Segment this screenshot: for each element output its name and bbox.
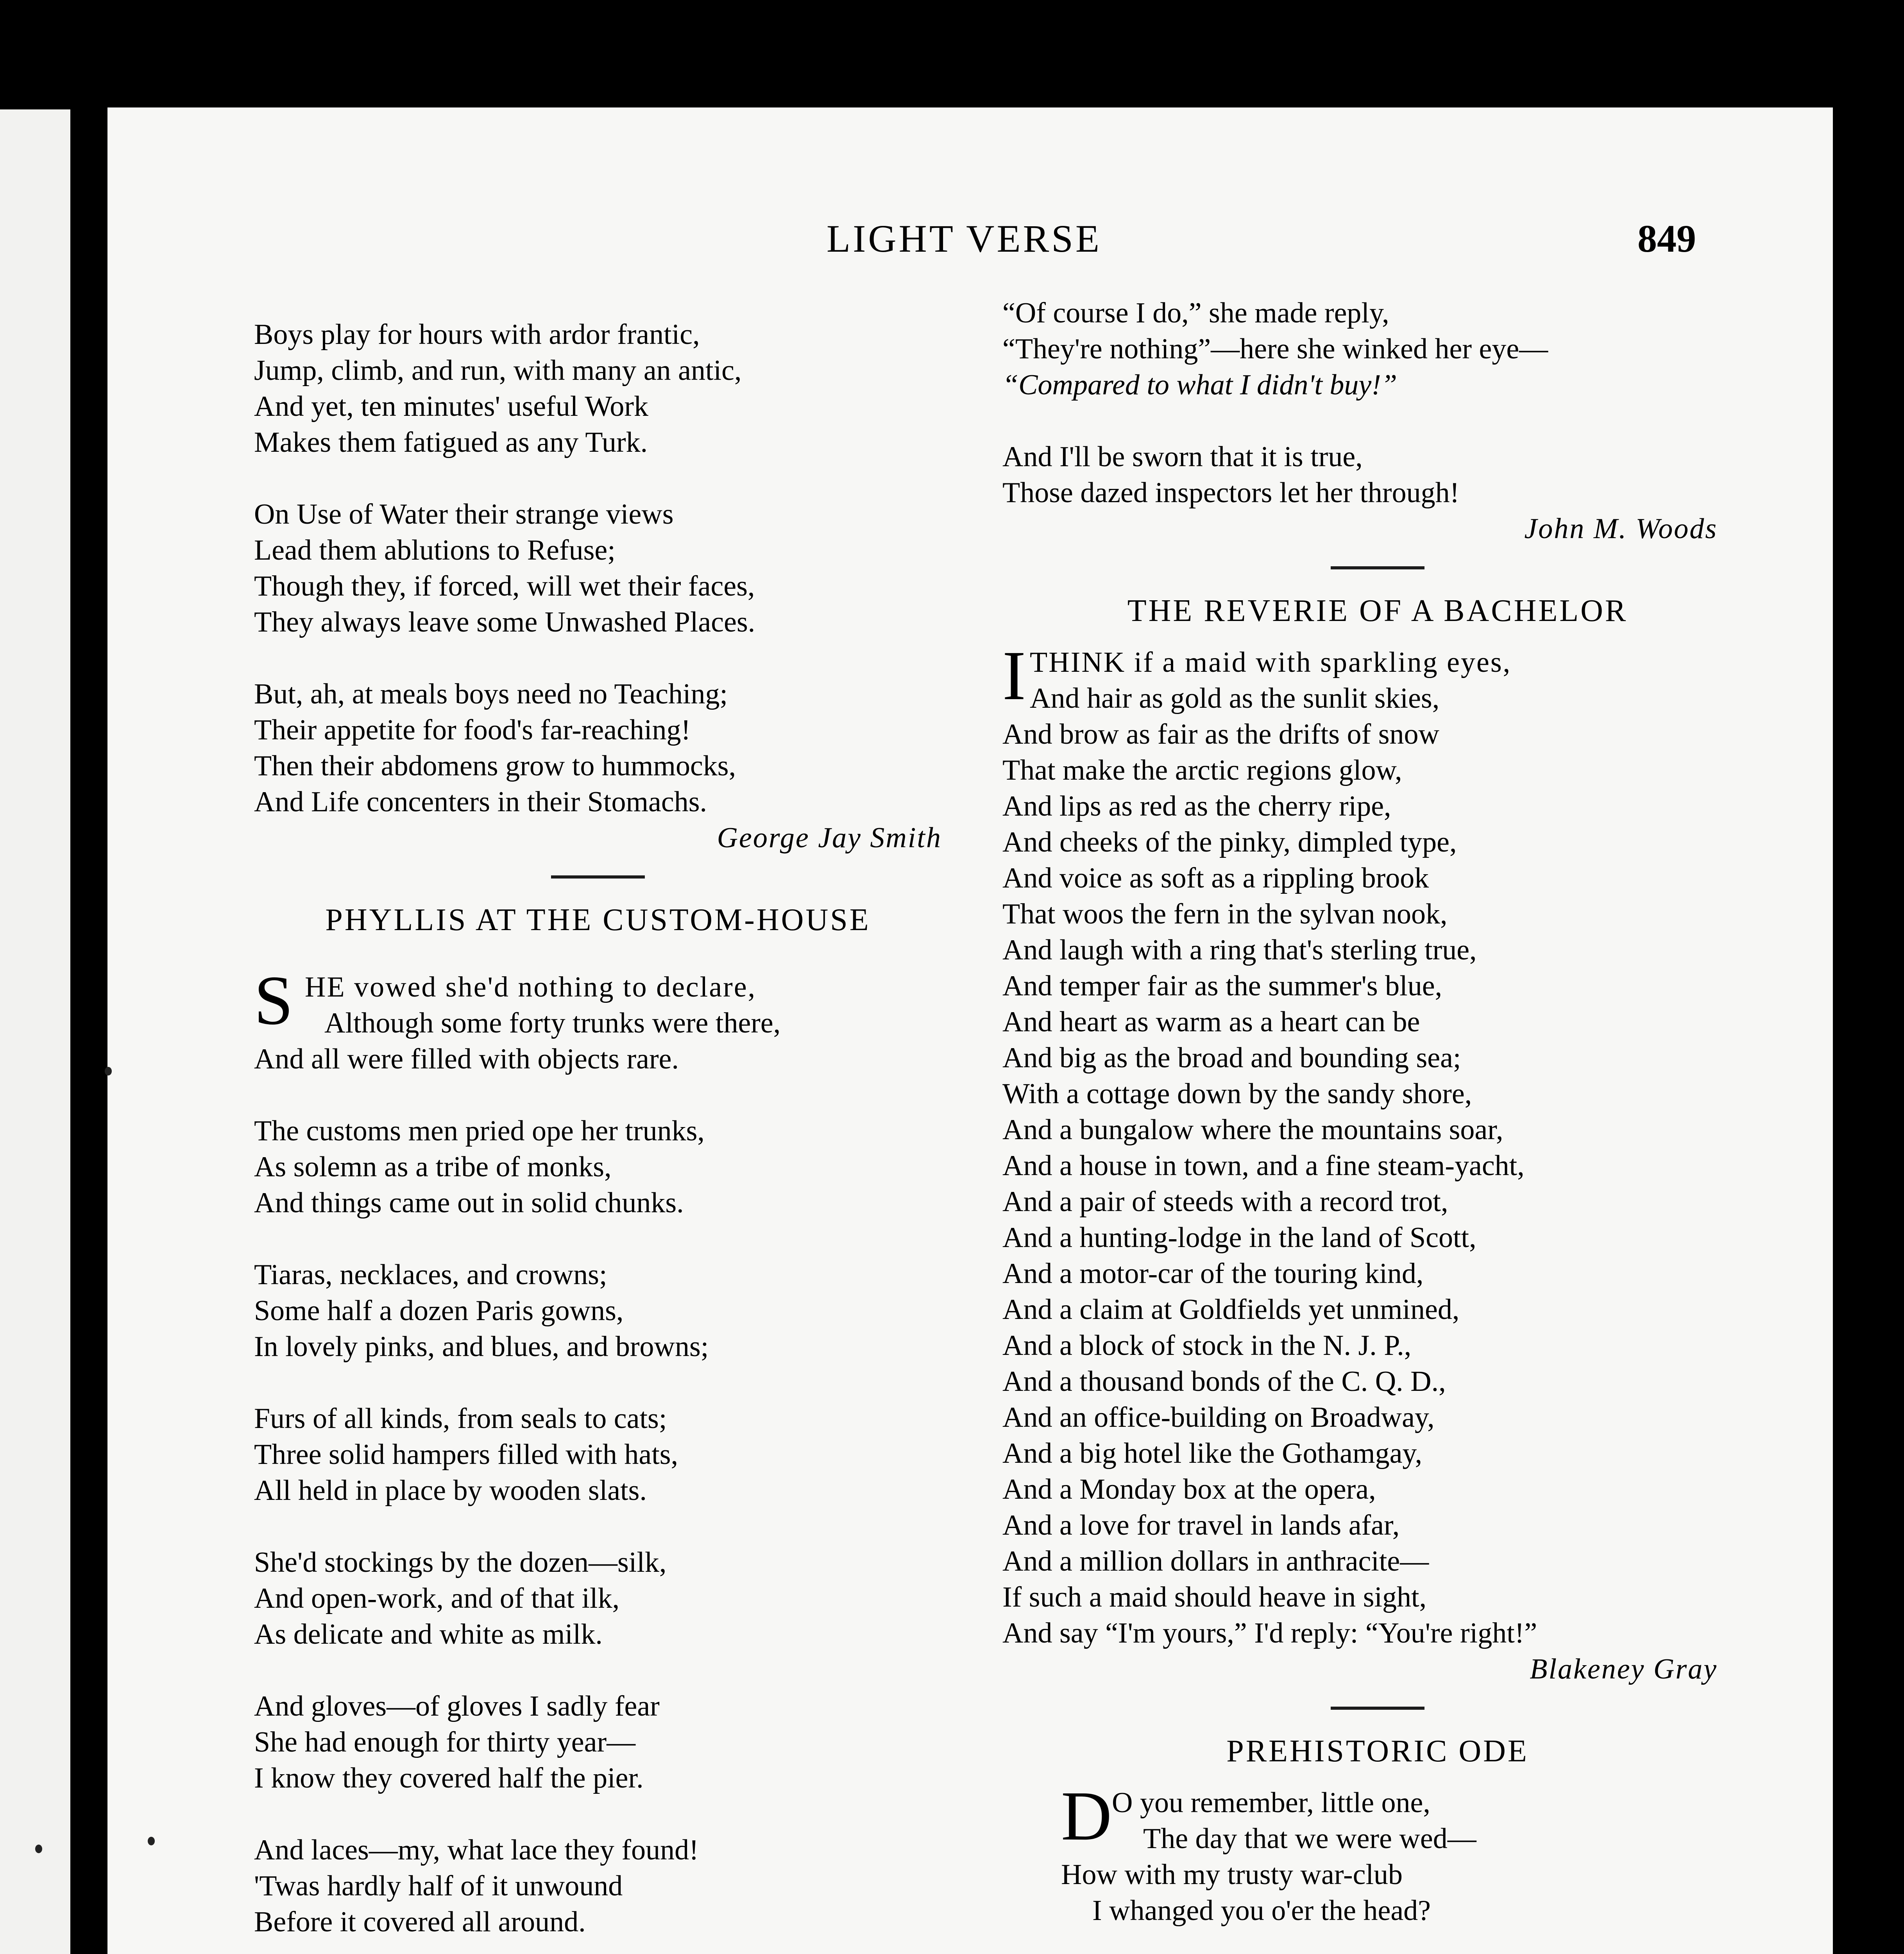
verse-line: The customs men pried ope her trunks, bbox=[254, 1115, 705, 1147]
verse-line: Furs of all kinds, from seals to cats; bbox=[254, 1403, 667, 1435]
poem-stanza bbox=[254, 676, 942, 820]
left-column bbox=[254, 317, 942, 1954]
verse-line: If such a maid should heave in sight, bbox=[1002, 1581, 1427, 1613]
verse-line: How with my trusty war-club bbox=[1061, 1859, 1403, 1891]
poem-stanza bbox=[1002, 439, 1753, 511]
verse-line: The day that we were wed— bbox=[1143, 1823, 1476, 1855]
verse-line: On Use of Water their strange views bbox=[254, 498, 674, 530]
verse-line: And a love for travel in lands afar, bbox=[1002, 1509, 1400, 1541]
poem-stanza bbox=[254, 1688, 942, 1796]
verse-line: And voice as soft as a rippling brook bbox=[1002, 862, 1429, 894]
right-column bbox=[1002, 295, 1753, 1954]
verse-line: O you remember, little one, bbox=[1112, 1787, 1430, 1819]
drop-cap-block bbox=[1061, 1777, 1753, 1857]
verse-line: “They're nothing”—here she winked her eye— bbox=[1002, 333, 1548, 365]
verse-line: And a Monday box at the opera, bbox=[1002, 1473, 1376, 1505]
poem-stanza bbox=[1061, 1952, 1753, 1954]
drop-cap: S bbox=[254, 961, 293, 1039]
verse-line bbox=[1061, 1952, 1753, 1954]
verse-line: That make the arctic regions glow, bbox=[1002, 754, 1402, 786]
verse-line: But, ah, at meals boys need no Teaching; bbox=[254, 678, 728, 710]
verse-line: And lips as red as the cherry ripe, bbox=[1002, 790, 1391, 822]
verse-line: And yet, ten minutes' useful Work bbox=[254, 390, 648, 422]
ink-speck bbox=[35, 1845, 42, 1853]
ink-speck bbox=[105, 1067, 112, 1075]
verse-line: She'd stockings by the dozen—silk, bbox=[254, 1546, 667, 1578]
verse-line: “Compared to what I didn't buy!” bbox=[1002, 369, 1398, 401]
verse-line: And a block of stock in the N. J. P., bbox=[1002, 1330, 1412, 1362]
poem-body bbox=[1002, 716, 1753, 1651]
verse-line: Makes them fatigued as any Turk. bbox=[254, 426, 648, 458]
verse-line: As delicate and white as milk. bbox=[254, 1618, 603, 1650]
verse-line: They always leave some Unwashed Places. bbox=[254, 606, 755, 638]
section-divider bbox=[551, 875, 645, 879]
verse-line: And laces—my, what lace they found! bbox=[254, 1834, 699, 1866]
poem-stanza bbox=[254, 1257, 942, 1365]
verse-line: And big as the broad and bounding sea; bbox=[1002, 1042, 1461, 1074]
poem-stanza bbox=[254, 496, 942, 640]
verse-line: HE vowed she'd nothing to declare, bbox=[305, 971, 757, 1003]
verse-line: And laugh with a ring that's sterling true, bbox=[1002, 934, 1477, 966]
verse-line: As solemn as a tribe of monks, bbox=[254, 1151, 612, 1183]
section-divider bbox=[1331, 566, 1424, 569]
drop-cap-block bbox=[1002, 637, 1753, 716]
poem-title: THE REVERIE OF A BACHELOR bbox=[1127, 594, 1628, 628]
section-divider bbox=[1331, 1707, 1424, 1710]
drop-cap: D bbox=[1061, 1777, 1112, 1855]
author-signature: George Jay Smith bbox=[717, 822, 942, 854]
author-signature: Blakeney Gray bbox=[1530, 1653, 1718, 1685]
poem-title: PHYLLIS AT THE CUSTOM-HOUSE bbox=[325, 903, 871, 937]
poem-stanza bbox=[254, 1832, 942, 1940]
verse-line: And say “I'm yours,” I'd reply: “You're right!” bbox=[1002, 1617, 1537, 1649]
verse-line: And a claim at Goldfields yet unmined, bbox=[1002, 1294, 1460, 1326]
drop-cap: I bbox=[1002, 637, 1026, 714]
verse-line: Before it covered all around. bbox=[254, 1906, 586, 1938]
verse-line: And Life concenters in their Stomachs. bbox=[254, 786, 707, 818]
verse-line: And heart as warm as a heart can be bbox=[1002, 1006, 1420, 1038]
verse-line: Although some forty trunks were there, bbox=[324, 1007, 781, 1039]
running-title: LIGHT VERSE bbox=[827, 217, 1102, 260]
verse-line: Though they, if forced, will wet their faces, bbox=[254, 570, 755, 602]
verse-line: And a pair of steeds with a record trot, bbox=[1002, 1186, 1448, 1218]
verse-line: And cheeks of the pinky, dimpled type, bbox=[1002, 826, 1457, 858]
verse-line: She had enough for thirty year— bbox=[254, 1726, 636, 1758]
verse-line: I whanged you o'er the head? bbox=[1092, 1895, 1431, 1927]
verse-line: That woos the fern in the sylvan nook, bbox=[1002, 898, 1448, 930]
verse-line: And a thousand bonds of the C. Q. D., bbox=[1002, 1365, 1446, 1398]
verse-line: And a bungalow where the mountains soar, bbox=[1002, 1114, 1503, 1146]
drop-cap-block bbox=[254, 961, 942, 1041]
verse-line: I know they covered half the pier. bbox=[254, 1762, 644, 1794]
verse-line: Jump, climb, and run, with many an antic, bbox=[254, 354, 742, 387]
verse-line: Some half a dozen Paris gowns, bbox=[254, 1295, 624, 1327]
verse-line: And open-work, and of that ilk, bbox=[254, 1582, 620, 1614]
verse-line: Boys play for hours with ardor frantic, bbox=[254, 319, 700, 351]
poem-block bbox=[1002, 1777, 1753, 1954]
verse-line: 'Twas hardly half of it unwound bbox=[254, 1870, 623, 1902]
poem-stanza bbox=[1002, 295, 1753, 403]
verse-line: And a hunting-lodge in the land of Scott, bbox=[1002, 1222, 1476, 1254]
verse-line: Lead them ablutions to Refuse; bbox=[254, 534, 616, 566]
verse-line: And a motor-car of the touring kind, bbox=[1002, 1258, 1424, 1290]
author-signature: John M. Woods bbox=[1524, 513, 1718, 545]
poem-stanza bbox=[254, 317, 942, 460]
verse-line: Three solid hampers filled with hats, bbox=[254, 1439, 678, 1471]
verse-line: And I'll be sworn that it is true, bbox=[1002, 441, 1363, 473]
verse-line: THINK if a maid with sparkling eyes, bbox=[1030, 646, 1512, 678]
verse-line: “Of course I do,” she made reply, bbox=[1002, 297, 1389, 329]
poem-stanza bbox=[254, 1113, 942, 1221]
verse-line: And things came out in solid chunks. bbox=[254, 1187, 684, 1219]
poem-stanza bbox=[254, 1544, 942, 1652]
verse-line: With a cottage down by the sandy shore, bbox=[1002, 1078, 1472, 1110]
verse-line: And temper fair as the summer's blue, bbox=[1002, 970, 1442, 1002]
page-number: 849 bbox=[1637, 217, 1696, 260]
verse-line: All held in place by wooden slats. bbox=[254, 1474, 647, 1507]
verse-line: Their appetite for food's far-reaching! bbox=[254, 714, 691, 746]
verse-line: And all were filled with objects rare. bbox=[254, 1043, 679, 1075]
poem-title: PREHISTORIC ODE bbox=[1226, 1734, 1529, 1768]
adjacent-page-edge bbox=[0, 109, 70, 1954]
verse-line: Those dazed inspectors let her through! bbox=[1002, 477, 1460, 509]
ink-speck bbox=[148, 1837, 155, 1845]
verse-line: And gloves—of gloves I sadly fear bbox=[254, 1690, 660, 1722]
verse-line: And brow as fair as the drifts of snow bbox=[1002, 718, 1439, 750]
verse-line: In lovely pinks, and blues, and browns; bbox=[254, 1331, 709, 1363]
verse-line: And a million dollars in anthracite— bbox=[1002, 1545, 1429, 1577]
poem-stanza bbox=[254, 1401, 942, 1508]
verse-line: And a big hotel like the Gothamgay, bbox=[1002, 1437, 1423, 1469]
verse-line: Tiaras, necklaces, and crowns; bbox=[254, 1259, 607, 1291]
verse-line: And a house in town, and a fine steam-yacht, bbox=[1002, 1150, 1525, 1182]
verse-line: And an office-building on Broadway, bbox=[1002, 1401, 1435, 1433]
verse-line: Then their abdomens grow to hummocks, bbox=[254, 750, 736, 782]
verse-line: And hair as gold as the sunlit skies, bbox=[1030, 682, 1440, 714]
